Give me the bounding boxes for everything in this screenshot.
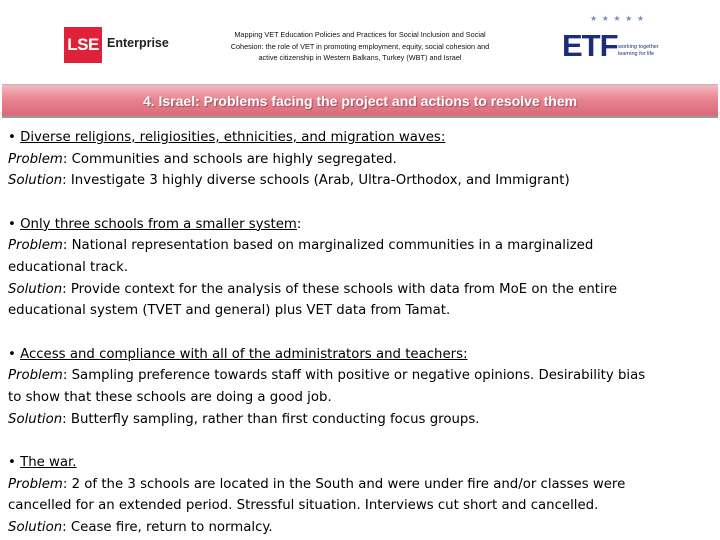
problem-label: Problem xyxy=(8,476,63,492)
problem-line: Problem: 2 of the 3 schools are located in the South and were under fire and/or classes were xyxy=(8,476,626,492)
problem-line: Problem: Sampling preference towards staff with positive or negative opinions. Desirability bias xyxy=(8,368,646,384)
solution-label: Solution xyxy=(8,281,63,297)
solution-text: Butterfly sampling, rather than first conducting focus groups. xyxy=(66,411,480,427)
problem-line: Problem: Communities and schools are highly segregated. xyxy=(8,151,397,167)
project-title-line-2: Cohesion: the role of VET in promoting employment, equity, social cohesion and xyxy=(230,41,490,51)
problem-text: 2 of the 3 schools are located in the South and were under fire and/or classes were xyxy=(67,476,626,492)
solution-line: Solution: Cease fire, return to normalcy. xyxy=(8,519,273,535)
problem-label: Problem xyxy=(8,238,63,254)
problem-text: National representation based on marginalized communities in a marginalized xyxy=(67,238,594,254)
section-title: 4. Israel: Problems facing the project and actions to resolve them xyxy=(142,93,578,109)
project-title xyxy=(190,29,530,64)
solution-line-cont: educational system (TVET and general) plus VET data from Tamat. xyxy=(8,303,451,319)
problem-label: Problem xyxy=(8,368,63,384)
issue-heading: • Only three schools from a smaller system: xyxy=(8,216,302,232)
solution-line: Solution: Butterfly sampling, rather than first conducting focus groups. xyxy=(8,411,480,427)
problem-line-cont: to show that these schools are doing a good job. xyxy=(8,389,332,405)
solution-text: Cease fire, return to normalcy. xyxy=(66,519,273,535)
etf-tagline-line-1: working together xyxy=(618,44,659,50)
issue-heading: • Diverse religions, religiosities, ethnicities, and migration waves: xyxy=(8,130,446,145)
issue-block-3 xyxy=(8,344,714,430)
solution-label: Solution xyxy=(8,411,63,427)
solution-label: Solution xyxy=(8,519,63,535)
problem-line: Problem: National representation based on marginalized communities in a marginalized xyxy=(8,238,594,254)
lse-enterprise-wordmark: Enterprise xyxy=(107,36,169,50)
etf-tagline xyxy=(618,44,678,58)
issue-heading: • The war. xyxy=(8,455,77,471)
etf-logo xyxy=(560,14,700,74)
solution-text: Investigate 3 highly diverse schools (Arab, Ultra-Orthodox, and Immigrant) xyxy=(66,173,570,189)
slide-header xyxy=(0,0,720,80)
issue-heading-suffix: : xyxy=(296,216,302,232)
problem-text: Sampling preference towards staff with positive or negative opinions. Desirability bias xyxy=(67,368,646,384)
solution-label: Solution xyxy=(8,173,63,189)
issue-block-2 xyxy=(8,214,714,322)
issue-heading-text: Access and compliance with all of the administrators and teachers: xyxy=(20,346,468,362)
problem-line-cont: cancelled for an extended period. Stressful situation. Interviews cut short and cancelled. xyxy=(8,498,599,514)
problem-text: Communities and schools are highly segregated. xyxy=(67,151,397,167)
issue-heading-text: Diverse religions, religiosities, ethnicities, and migration waves: xyxy=(20,130,446,145)
issue-heading-text: Only three schools from a smaller system xyxy=(20,216,297,232)
issue-block-1 xyxy=(8,127,714,192)
solution-line: Solution: Investigate 3 highly diverse schools (Arab, Ultra-Orthodox, and Immigrant) xyxy=(8,173,570,189)
problem-line-cont: educational track. xyxy=(8,259,129,275)
solution-line: Solution: Provide context for the analysis of these schools with data from MoE on the entire xyxy=(8,281,618,297)
slide-body xyxy=(8,127,714,539)
issue-heading-text: The war. xyxy=(20,455,77,471)
issue-heading: • Access and compliance with all of the administrators and teachers: xyxy=(8,346,468,362)
lse-logo: LSE xyxy=(64,27,102,63)
section-banner xyxy=(2,84,718,118)
project-title-line-1: Mapping VET Education Policies and Practices for Social Inclusion and Social xyxy=(234,30,486,39)
solution-text: Provide context for the analysis of these schools with data from MoE on the entire xyxy=(66,281,618,297)
etf-letters: ETF xyxy=(562,28,618,63)
project-title-line-3: active citizenship in Western Balkans, Turkey (WBT) and Israel xyxy=(258,53,462,62)
eu-stars-icon: ★ ★ ★ ★ ★ xyxy=(590,14,646,23)
problem-label: Problem xyxy=(8,151,63,167)
issue-block-4 xyxy=(8,452,714,538)
etf-tagline-line-2: learning for life xyxy=(618,51,655,57)
